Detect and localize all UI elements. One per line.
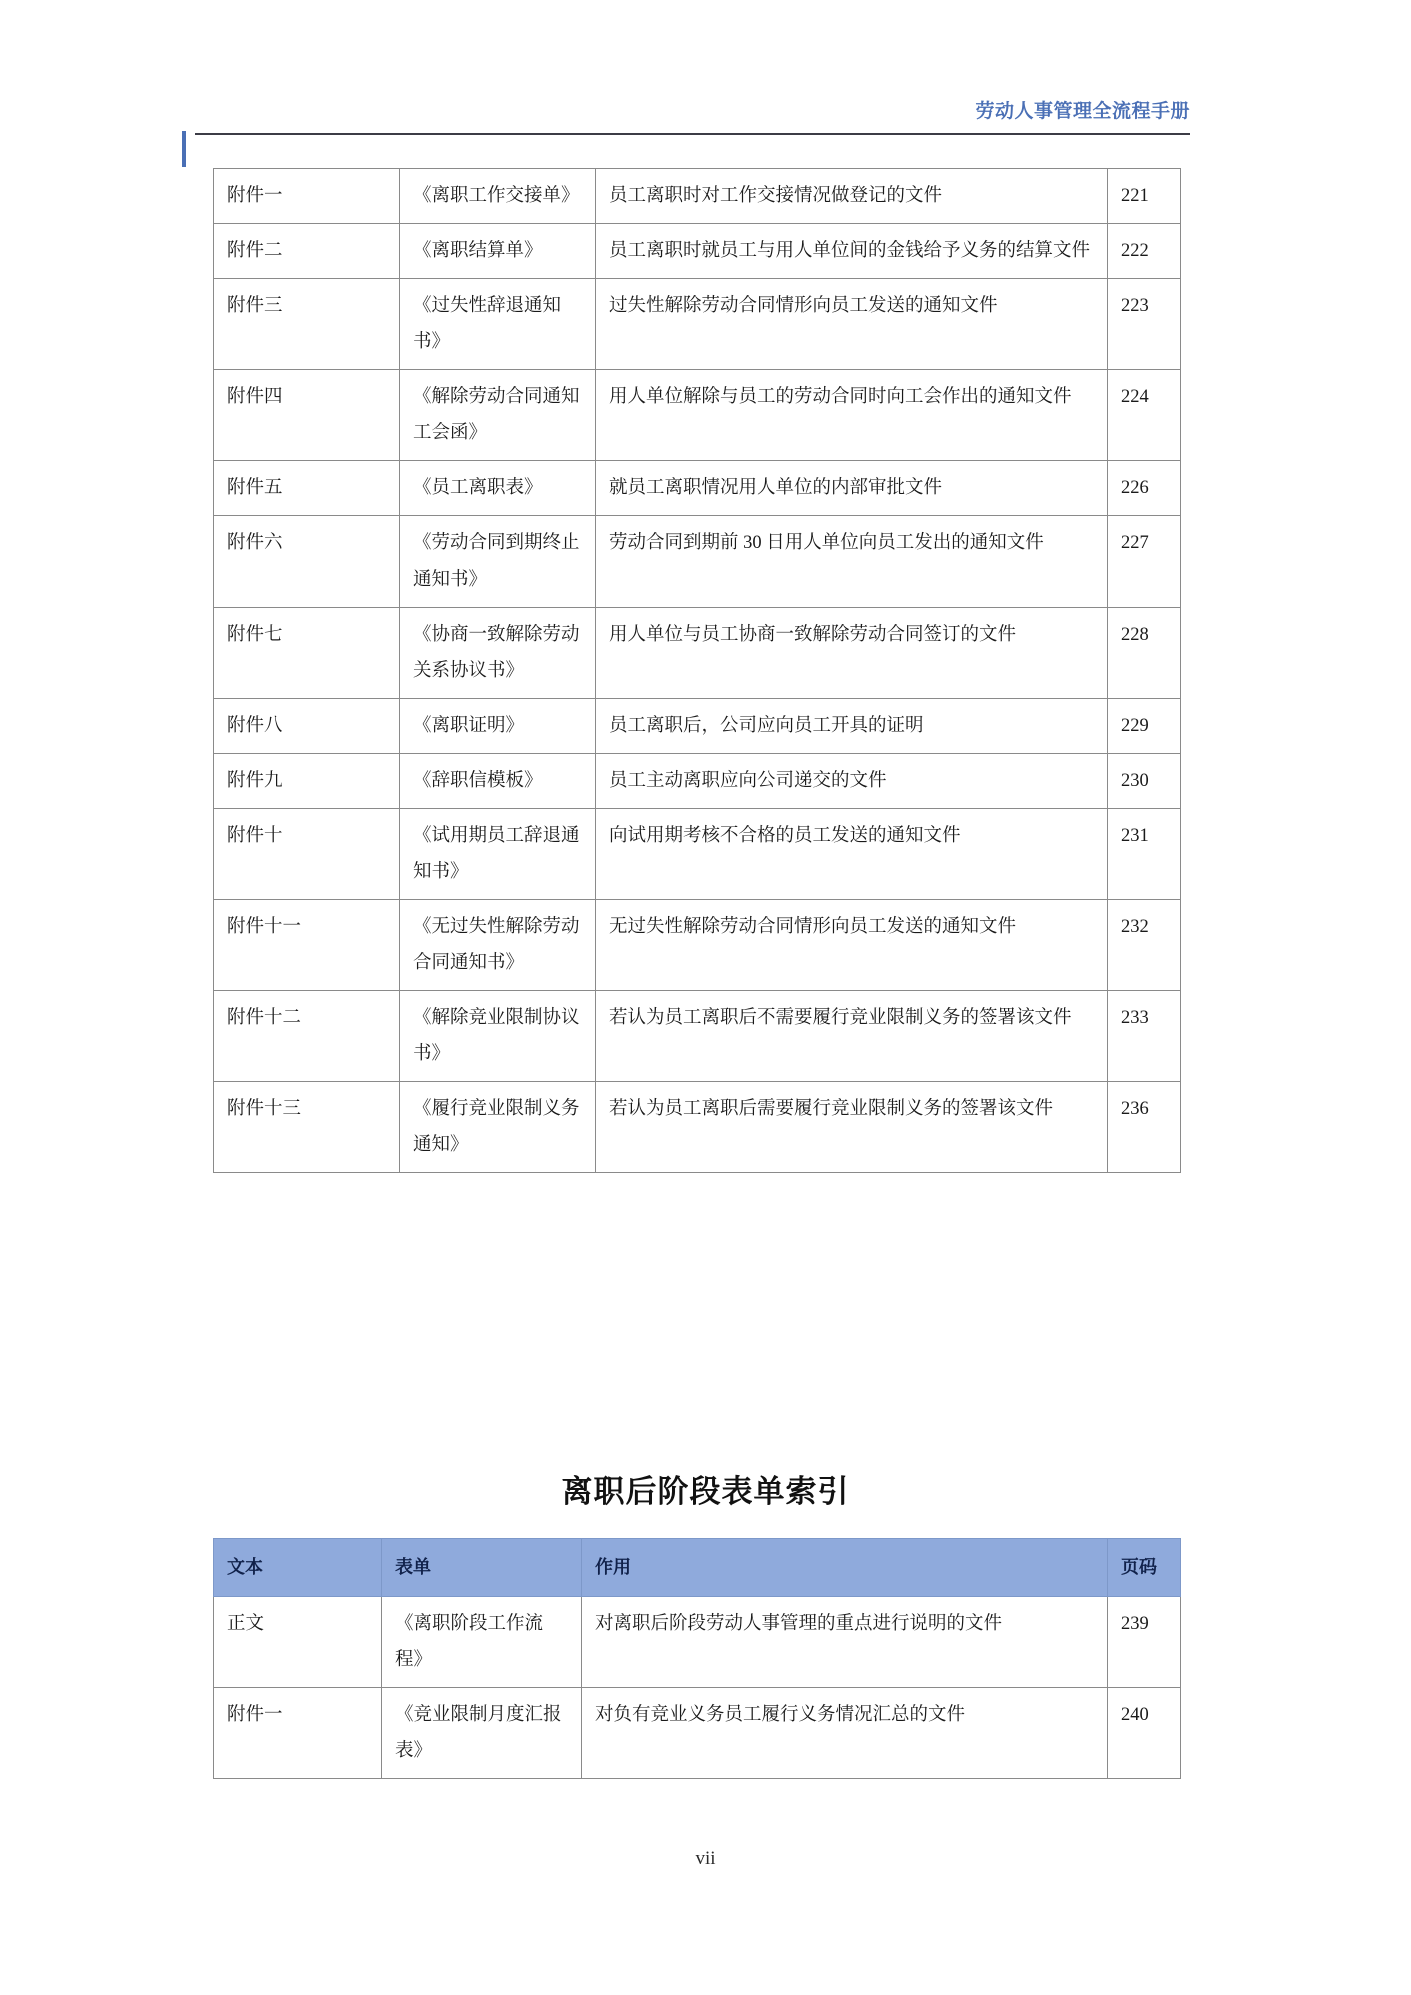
table-row (214, 516, 1181, 607)
table-row (214, 224, 1181, 279)
table-row (214, 1597, 1181, 1688)
cell-page: 222 (1108, 224, 1181, 279)
attachment-index-table (213, 168, 1181, 1173)
cell-use: 劳动合同到期前 30 日用人单位向员工发出的通知文件 (596, 516, 1108, 607)
post-exit-body (214, 1597, 1181, 1779)
cell-page: 233 (1108, 991, 1181, 1082)
cell-page: 240 (1108, 1688, 1181, 1779)
cell-text: 附件十二 (214, 991, 400, 1082)
cell-form: 《劳动合同到期终止通知书》 (400, 516, 596, 607)
cell-use: 员工主动离职应向公司递交的文件 (596, 753, 1108, 808)
table-row (214, 698, 1181, 753)
cell-form: 《履行竞业限制义务通知》 (400, 1082, 596, 1173)
cell-use: 若认为员工离职后不需要履行竞业限制义务的签署该文件 (596, 991, 1108, 1082)
column-header-form: 表单 (382, 1539, 582, 1597)
cell-text: 附件一 (214, 1688, 382, 1779)
cell-form: 《协商一致解除劳动关系协议书》 (400, 607, 596, 698)
cell-page: 221 (1108, 169, 1181, 224)
cell-use: 员工离职时就员工与用人单位间的金钱给予义务的结算文件 (596, 224, 1108, 279)
cell-form: 《离职结算单》 (400, 224, 596, 279)
cell-page: 226 (1108, 461, 1181, 516)
cell-text: 附件八 (214, 698, 400, 753)
revision-change-bar (182, 131, 186, 167)
cell-form: 《试用期员工辞退通知书》 (400, 808, 596, 899)
cell-form: 《离职阶段工作流程》 (382, 1597, 582, 1688)
cell-page: 229 (1108, 698, 1181, 753)
cell-use: 用人单位与员工协商一致解除劳动合同签订的文件 (596, 607, 1108, 698)
manual-title: 劳动人事管理全流程手册 (975, 101, 1190, 122)
cell-text: 附件六 (214, 516, 400, 607)
cell-page: 231 (1108, 808, 1181, 899)
cell-form: 《解除竞业限制协议书》 (400, 991, 596, 1082)
cell-text: 附件四 (214, 370, 400, 461)
table-row (214, 1688, 1181, 1779)
table-row (214, 461, 1181, 516)
column-header-use: 作用 (582, 1539, 1108, 1597)
cell-form: 《员工离职表》 (400, 461, 596, 516)
cell-form: 《离职证明》 (400, 698, 596, 753)
cell-use: 用人单位解除与员工的劳动合同时向工会作出的通知文件 (596, 370, 1108, 461)
table-row (214, 370, 1181, 461)
cell-use: 对离职后阶段劳动人事管理的重点进行说明的文件 (582, 1597, 1108, 1688)
cell-text: 附件十一 (214, 899, 400, 990)
cell-text: 附件五 (214, 461, 400, 516)
cell-use: 对负有竞业义务员工履行义务情况汇总的文件 (582, 1688, 1108, 1779)
column-header-text: 文本 (214, 1539, 382, 1597)
table-row (214, 279, 1181, 370)
cell-form: 《无过失性解除劳动合同通知书》 (400, 899, 596, 990)
page-number-footer: vii (695, 1848, 716, 1869)
cell-use: 就员工离职情况用人单位的内部审批文件 (596, 461, 1108, 516)
cell-text: 附件十 (214, 808, 400, 899)
cell-page: 232 (1108, 899, 1181, 990)
cell-form: 《离职工作交接单》 (400, 169, 596, 224)
cell-use: 无过失性解除劳动合同情形向员工发送的通知文件 (596, 899, 1108, 990)
post-exit-form-index-table (213, 1538, 1181, 1779)
table-row (214, 899, 1181, 990)
column-header-page: 页码 (1108, 1539, 1181, 1597)
cell-page: 224 (1108, 370, 1181, 461)
cell-text: 附件一 (214, 169, 400, 224)
cell-form: 《辞职信模板》 (400, 753, 596, 808)
cell-text: 附件九 (214, 753, 400, 808)
cell-text: 附件七 (214, 607, 400, 698)
cell-text: 正文 (214, 1597, 382, 1688)
table-row (214, 169, 1181, 224)
cell-use: 向试用期考核不合格的员工发送的通知文件 (596, 808, 1108, 899)
table-row (214, 1082, 1181, 1173)
cell-form: 《竞业限制月度汇报表》 (382, 1688, 582, 1779)
table-row (214, 991, 1181, 1082)
cell-page: 236 (1108, 1082, 1181, 1173)
table-header-row (214, 1539, 1181, 1597)
attachment-index-body (214, 169, 1181, 1173)
cell-page: 228 (1108, 607, 1181, 698)
table-row (214, 607, 1181, 698)
cell-page: 227 (1108, 516, 1181, 607)
cell-page: 230 (1108, 753, 1181, 808)
cell-text: 附件十三 (214, 1082, 400, 1173)
cell-use: 员工离职后，公司应向员工开具的证明 (596, 698, 1108, 753)
cell-use: 员工离职时对工作交接情况做登记的文件 (596, 169, 1108, 224)
section-heading-post-exit: 离职后阶段表单索引 (561, 1474, 850, 1509)
cell-page: 239 (1108, 1597, 1181, 1688)
page-header (195, 96, 1190, 140)
post-exit-header-row (214, 1539, 1181, 1597)
table-row (214, 753, 1181, 808)
cell-use: 若认为员工离职后需要履行竞业限制义务的签署该文件 (596, 1082, 1108, 1173)
cell-text: 附件三 (214, 279, 400, 370)
cell-use: 过失性解除劳动合同情形向员工发送的通知文件 (596, 279, 1108, 370)
header-divider (195, 133, 1190, 135)
cell-form: 《过失性辞退通知书》 (400, 279, 596, 370)
cell-text: 附件二 (214, 224, 400, 279)
cell-page: 223 (1108, 279, 1181, 370)
cell-form: 《解除劳动合同通知工会函》 (400, 370, 596, 461)
table-row (214, 808, 1181, 899)
